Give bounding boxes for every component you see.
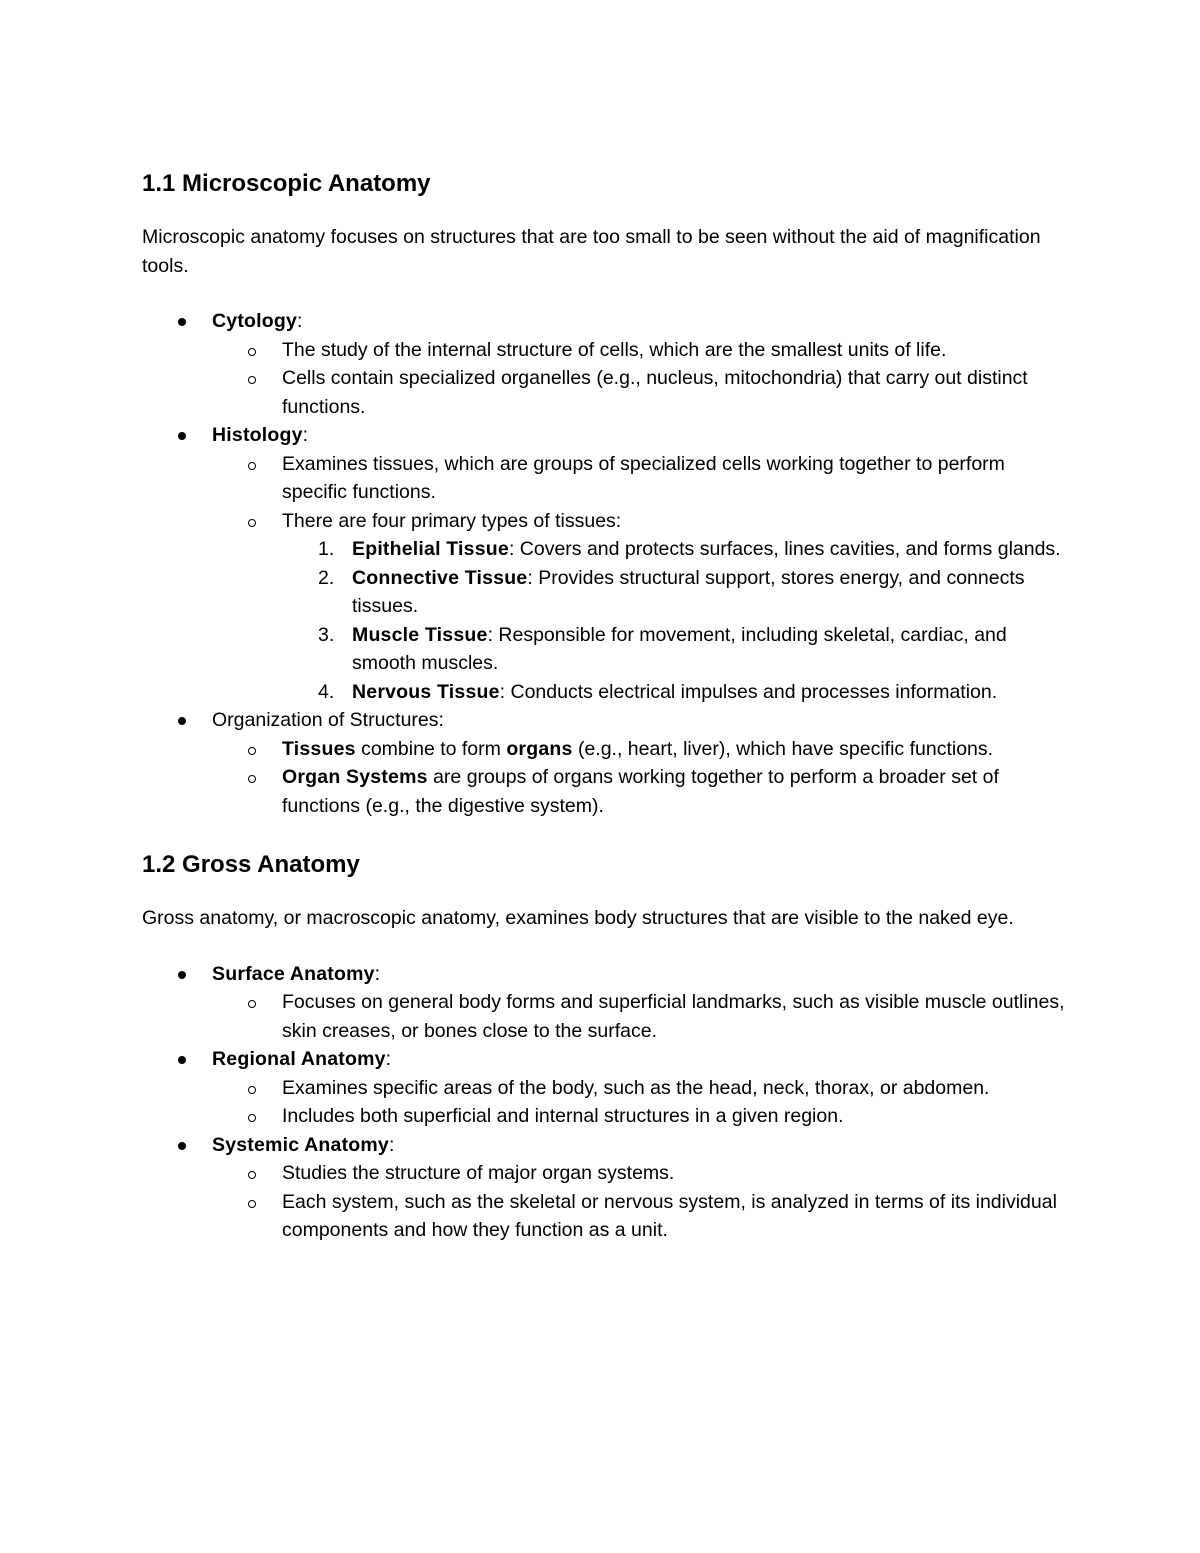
- organization-sublist: [212, 735, 1072, 821]
- bullet-circle-icon: [248, 1086, 256, 1094]
- list-item: [212, 988, 1072, 1045]
- item-text: Examines tissues, which are groups of specialized cells working together to perform specific functions.: [282, 452, 1005, 503]
- list-item: [212, 336, 1072, 365]
- tissue-types-list: [282, 535, 1072, 706]
- microscopic-list: [142, 307, 1072, 820]
- term-suffix: :: [374, 962, 381, 985]
- gross-list: [142, 960, 1072, 1245]
- item-text: Studies the structure of major organ systems.: [282, 1162, 675, 1184]
- list-item-surface-anatomy: [142, 960, 1072, 1046]
- list-item: [212, 1102, 1072, 1131]
- term-organs: organs: [506, 737, 573, 760]
- bullet-circle-icon: [248, 1000, 256, 1008]
- bullet-circle-icon: [248, 348, 256, 356]
- tissue-item-connective: [282, 564, 1072, 621]
- tissue-desc: : Conducts electrical impulses and processes information.: [499, 680, 998, 703]
- term-systemic-anatomy: Systemic Anatomy: [212, 1133, 389, 1156]
- organization-title: Organization of Structures:: [212, 709, 444, 731]
- bullet-circle-icon: [248, 519, 256, 527]
- bullet-circle-icon: [248, 775, 256, 783]
- tissue-name: Epithelial Tissue: [352, 538, 509, 560]
- item-text: Focuses on general body forms and superficial landmarks, such as visible muscle outlines, skin creases, or bones close to the surface.: [282, 991, 1065, 1042]
- list-number: 2.: [318, 566, 335, 589]
- tissue-name: Nervous Tissue: [352, 680, 500, 703]
- tissue-name: Connective Tissue: [352, 566, 528, 589]
- histology-sublist: [212, 450, 1072, 707]
- term-histology: Histology: [212, 424, 303, 446]
- tissue-desc: : Covers and protects surfaces, lines cavities, and forms glands.: [508, 538, 1061, 560]
- tissue-item-epithelial: [282, 535, 1072, 564]
- surface-sublist: [212, 988, 1072, 1045]
- item-text: Examines specific areas of the body, such as the head, neck, thorax, or abdomen.: [282, 1076, 990, 1099]
- term-suffix: :: [385, 1048, 392, 1070]
- item-text: Cells contain specialized organelles (e.g., nucleus, mitochondria) that carry out distinct functions.: [282, 367, 1028, 418]
- bullet-disc-icon: [178, 717, 186, 725]
- list-item: [212, 1159, 1072, 1188]
- systemic-sublist: [212, 1159, 1072, 1245]
- tissue-item-muscle: [282, 621, 1072, 678]
- term-organ-systems: Organ Systems: [282, 766, 428, 788]
- item-text: are groups of organs working together to perform a broader set of functions (e.g., the digestive system).: [282, 766, 999, 817]
- document-content: [142, 166, 1072, 1245]
- list-item-histology: [142, 421, 1072, 706]
- item-text: There are four primary types of tissues:: [282, 509, 622, 532]
- list-number: 1.: [318, 538, 335, 560]
- term-suffix: :: [388, 1133, 395, 1156]
- list-item-regional-anatomy: [142, 1045, 1072, 1131]
- list-item: [212, 1188, 1072, 1245]
- list-item: [212, 1074, 1072, 1103]
- cytology-sublist: [212, 336, 1072, 422]
- bullet-disc-icon: [178, 971, 186, 979]
- item-text: (e.g., heart, liver), which have specific functions.: [572, 737, 994, 760]
- term-regional-anatomy: Regional Anatomy: [212, 1048, 386, 1070]
- bullet-disc-icon: [178, 432, 186, 440]
- tissue-desc: : Responsible for movement, including skeletal, cardiac, and smooth muscles.: [352, 623, 1007, 674]
- item-text: The study of the internal structure of cells, which are the smallest units of life.: [282, 338, 947, 361]
- list-item: [212, 507, 1072, 707]
- item-text: combine to form: [355, 737, 507, 760]
- list-item: [212, 450, 1072, 507]
- bullet-circle-icon: [248, 747, 256, 755]
- term-suffix: :: [297, 310, 303, 332]
- intro-gross: Gross anatomy, or macroscopic anatomy, examines body structures that are visible to the naked eye.: [142, 907, 1014, 929]
- list-item-cytology: [142, 307, 1072, 421]
- tissue-desc: : Provides structural support, stores energy, and connects tissues.: [352, 566, 1025, 617]
- heading-gross-anatomy: 1.2 Gross Anatomy: [142, 851, 360, 878]
- list-item: [212, 364, 1072, 421]
- bullet-circle-icon: [248, 1114, 256, 1122]
- heading-microscopic-anatomy: 1.1 Microscopic Anatomy: [142, 170, 431, 197]
- list-item: [212, 763, 1072, 820]
- tissue-item-nervous: [282, 678, 1072, 707]
- list-number: 4.: [318, 680, 335, 703]
- bullet-disc-icon: [178, 1056, 186, 1064]
- bullet-circle-icon: [248, 1171, 256, 1179]
- intro-microscopic: Microscopic anatomy focuses on structures that are too small to be seen without the aid of magnification tools.: [142, 226, 1041, 277]
- list-item: [212, 735, 1072, 764]
- tissue-name: Muscle Tissue: [352, 623, 488, 646]
- bullet-circle-icon: [248, 376, 256, 384]
- bullet-disc-icon: [178, 318, 186, 326]
- term-cytology: Cytology: [212, 310, 298, 332]
- item-text: Includes both superficial and internal structures in a given region.: [282, 1105, 844, 1127]
- item-text: Each system, such as the skeletal or nervous system, is analyzed in terms of its individual components and how they function as a unit.: [282, 1190, 1057, 1241]
- bullet-circle-icon: [248, 1200, 256, 1208]
- bullet-circle-icon: [248, 462, 256, 470]
- list-item-organization: [142, 706, 1072, 820]
- term-surface-anatomy: Surface Anatomy: [212, 962, 375, 985]
- term-tissues: Tissues: [282, 737, 356, 760]
- bullet-disc-icon: [178, 1142, 186, 1150]
- list-number: 3.: [318, 623, 335, 646]
- regional-sublist: [212, 1074, 1072, 1131]
- term-suffix: :: [302, 424, 309, 446]
- list-item-systemic-anatomy: [142, 1131, 1072, 1245]
